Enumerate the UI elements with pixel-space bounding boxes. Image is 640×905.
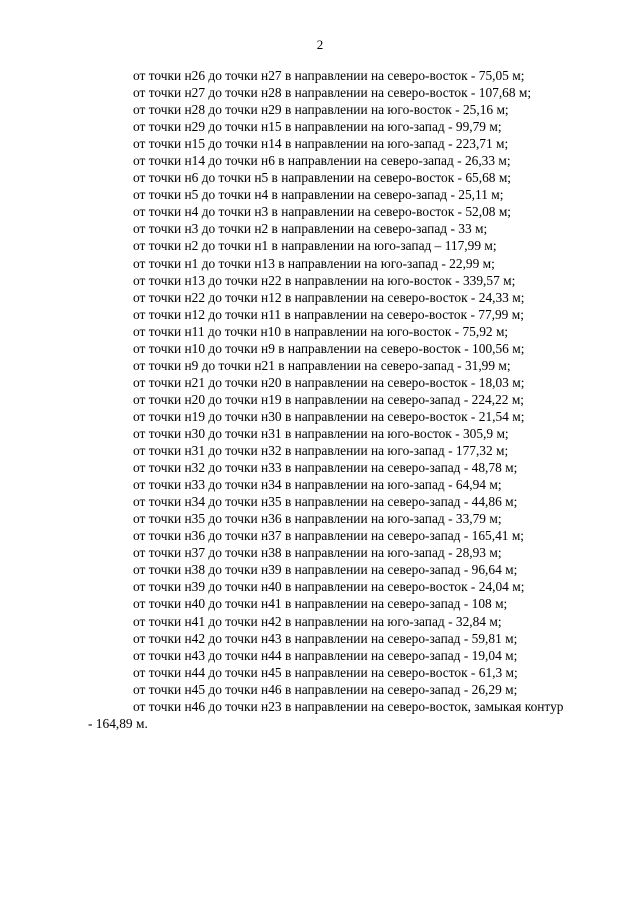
boundary-line: от точки н38 до точки н39 в направлении на северо-запад - 96,64 м; bbox=[133, 562, 518, 578]
boundary-description bbox=[88, 67, 588, 732]
boundary-line: от точки н42 до точки н43 в направлении на северо-запад - 59,81 м; bbox=[133, 630, 518, 646]
boundary-line: от точки н40 до точки н41 в направлении на северо-запад - 108 м; bbox=[133, 596, 508, 612]
boundary-line: от точки н21 до точки н20 в направлении на северо-восток - 18,03 м; bbox=[133, 374, 525, 390]
boundary-line: от точки н39 до точки н40 в направлении на северо-восток - 24,04 м; bbox=[133, 579, 525, 595]
boundary-line: от точки н28 до точки н29 в направлении на юго-восток - 25,16 м; bbox=[133, 102, 509, 118]
boundary-line: от точки н33 до точки н34 в направлении на юго-запад - 64,94 м; bbox=[133, 477, 502, 493]
boundary-line: от точки н22 до точки н12 в направлении на северо-восток - 24,33 м; bbox=[133, 289, 525, 305]
boundary-line-continuation: - 164,89 м. bbox=[88, 715, 148, 731]
boundary-line: от точки н9 до точки н21 в направлении на северо-запад - 31,99 м; bbox=[133, 357, 511, 373]
boundary-line: от точки н10 до точки н9 в направлении на северо-восток - 100,56 м; bbox=[133, 340, 525, 356]
boundary-line: от точки н3 до точки н2 в направлении на северо-запад - 33 м; bbox=[133, 221, 488, 237]
boundary-line: от точки н30 до точки н31 в направлении на юго-восток - 305,9 м; bbox=[133, 425, 509, 441]
boundary-line: от точки н19 до точки н30 в направлении на северо-восток - 21,54 м; bbox=[133, 408, 525, 424]
boundary-line: от точки н43 до точки н44 в направлении на северо-запад - 19,04 м; bbox=[133, 647, 518, 663]
boundary-line: от точки н11 до точки н10 в направлении на юго-восток - 75,92 м; bbox=[133, 323, 509, 339]
boundary-line: от точки н20 до точки н19 в направлении на северо-запад - 224,22 м; bbox=[133, 391, 525, 407]
boundary-line: от точки н13 до точки н22 в направлении на юго-восток - 339,57 м; bbox=[133, 272, 516, 288]
page-number: 2 bbox=[316, 37, 324, 52]
boundary-line: от точки н46 до точки н23 в направлении на северо-восток, замыкая контур bbox=[133, 698, 564, 714]
boundary-line: от точки н27 до точки н28 в направлении на северо-восток - 107,68 м; bbox=[133, 85, 532, 101]
boundary-line: от точки н45 до точки н46 в направлении на северо-запад - 26,29 м; bbox=[133, 681, 518, 697]
boundary-line: от точки н36 до точки н37 в направлении на северо-запад - 165,41 м; bbox=[133, 528, 525, 544]
boundary-line: от точки н31 до точки н32 в направлении на юго-запад - 177,32 м; bbox=[133, 443, 509, 459]
boundary-line: от точки н29 до точки н15 в направлении на юго-запад - 99,79 м; bbox=[133, 119, 502, 135]
boundary-line: от точки н35 до точки н36 в направлении на юго-запад - 33,79 м; bbox=[133, 511, 502, 527]
boundary-line: от точки н34 до точки н35 в направлении на северо-запад - 44,86 м; bbox=[133, 494, 518, 510]
boundary-line: от точки н44 до точки н45 в направлении на северо-восток - 61,3 м; bbox=[133, 664, 518, 680]
boundary-line: от точки н1 до точки н13 в направлении на юго-запад - 22,99 м; bbox=[133, 255, 495, 271]
boundary-line: от точки н6 до точки н5 в направлении на северо-восток - 65,68 м; bbox=[133, 170, 512, 186]
boundary-line: от точки н14 до точки н6 в направлении на северо-запад - 26,33 м; bbox=[133, 153, 511, 169]
boundary-line: от точки н32 до точки н33 в направлении на северо-запад - 48,78 м; bbox=[133, 460, 518, 476]
boundary-line: от точки н5 до точки н4 в направлении на северо-запад - 25,11 м; bbox=[133, 187, 504, 203]
boundary-line: от точки н41 до точки н42 в направлении на юго-запад - 32,84 м; bbox=[133, 613, 502, 629]
boundary-line: от точки н2 до точки н1 в направлении на юго-запад – 117,99 м; bbox=[133, 238, 497, 254]
boundary-line: от точки н4 до точки н3 в направлении на северо-восток - 52,08 м; bbox=[133, 204, 512, 220]
boundary-line: от точки н15 до точки н14 в направлении на юго-запад - 223,71 м; bbox=[133, 136, 509, 152]
boundary-line: от точки н12 до точки н11 в направлении на северо-восток - 77,99 м; bbox=[133, 306, 524, 322]
boundary-line: от точки н37 до точки н38 в направлении на юго-запад - 28,93 м; bbox=[133, 545, 502, 561]
boundary-line: от точки н26 до точки н27 в направлении на северо-восток - 75,05 м; bbox=[133, 68, 525, 83]
